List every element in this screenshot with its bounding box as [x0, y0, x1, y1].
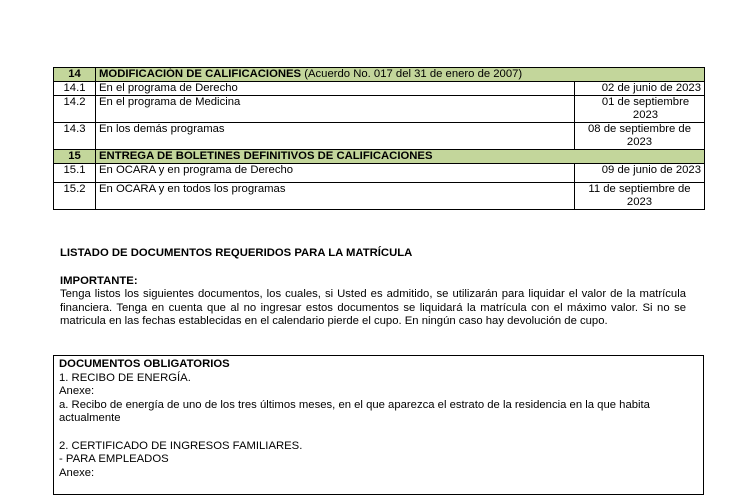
importante-paragraph: Tenga listos los siguientes documentos, los cuales, si Usted es admitido, se utilizarán para liquidar el valor de la matrícula financiera. Tenga en cuenta que al no ingresar estos documentos se liquidará la matrícula con el máximo valor. Si no se matricula en las fechas establecidas en el calendario pierde el cupo. En ningún caso hay devolución de cupo.: [60, 288, 686, 328]
row-text: En el programa de Medicina: [96, 96, 575, 123]
item2-sub: - PARA EMPLEADOS: [59, 453, 169, 466]
row-number: 14.1: [54, 82, 96, 96]
section-title-extra: (Acuerdo No. 017 del 31 de enero de 2007): [301, 68, 523, 80]
row-text: En el programa de Derecho: [96, 82, 575, 96]
section-number: 15: [54, 150, 96, 164]
spacer: [59, 426, 698, 440]
item1-detail: a. Recibo de energía de uno de los tres últimos meses, en el que aparezca el estrato de la residencia en la que habita actualmente: [59, 398, 650, 425]
row-date: 08 de septiembre de 2023: [574, 123, 704, 150]
section-title-main: MODIFICACIÓN DE CALIFICACIONES: [99, 68, 302, 80]
table-row: [54, 123, 705, 150]
table-row: [54, 96, 705, 123]
row-text: En OCARA y en programa de Derecho: [96, 164, 575, 183]
section-title-main: ENTREGA DE BOLETINES DEFINITIVOS DE CALIFICACIONES: [99, 150, 433, 162]
calendar-table: [53, 67, 705, 210]
table-row: [54, 183, 705, 210]
row-date: 02 de junio de 2023: [574, 82, 704, 96]
row-number: 15.2: [54, 183, 96, 210]
row-text: En OCARA y en todos los programas: [96, 183, 575, 210]
section-number: 14: [54, 68, 96, 82]
section-header-14: [54, 68, 705, 82]
item1-anexe: Anexe:: [59, 385, 95, 398]
item1-title: 1. RECIBO DE ENERGÍA.: [59, 371, 191, 384]
row-number: 15.1: [54, 164, 96, 183]
section-title: [96, 68, 705, 82]
section-title: [96, 150, 705, 164]
table-row: [54, 164, 705, 183]
item2-anexe: Anexe:: [59, 466, 95, 479]
documents-heading: DOCUMENTOS OBLIGATORIOS: [59, 358, 230, 370]
row-date: 11 de septiembre de 2023: [574, 183, 704, 210]
importante-label: IMPORTANTE:: [60, 275, 138, 287]
listado-heading: LISTADO DE DOCUMENTOS REQUERIDOS PARA LA MATRÍCULA: [60, 247, 413, 259]
item2-title: 2. CERTIFICADO DE INGRESOS FAMILIARES.: [59, 439, 303, 452]
row-date: 09 de junio de 2023: [574, 164, 704, 183]
row-text: En los demás programas: [96, 123, 575, 150]
row-number: 14.2: [54, 96, 96, 123]
row-number: 14.3: [54, 123, 96, 150]
row-date: 01 de septiembre 2023: [574, 96, 704, 123]
table-row: [54, 82, 705, 96]
section-header-15: [54, 150, 705, 164]
documents-box: [53, 355, 704, 495]
